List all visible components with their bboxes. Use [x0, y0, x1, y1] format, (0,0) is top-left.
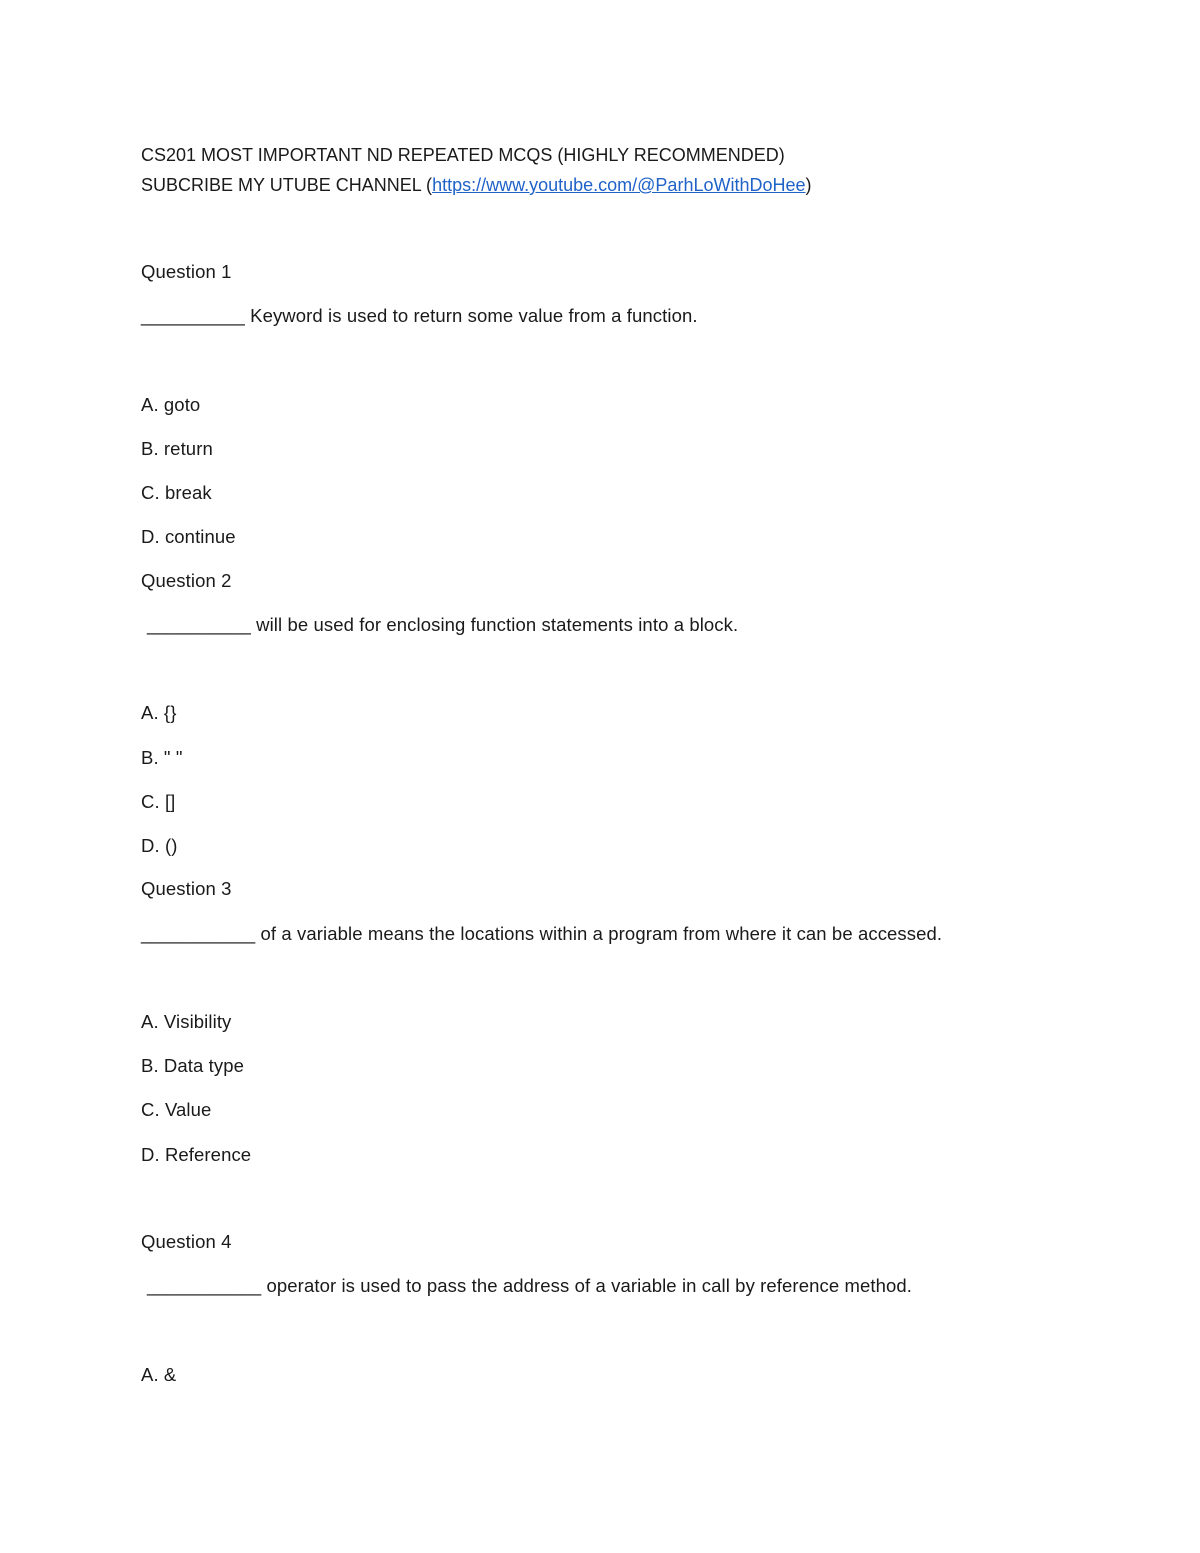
question-1-option-b: B. return	[141, 438, 213, 459]
subscribe-line	[141, 173, 812, 197]
channel-link[interactable]: https://www.youtube.com/@ParhLoWithDoHee	[432, 175, 806, 195]
question-4-text: ___________ operator is used to pass the address of a variable in call by reference method.	[147, 1275, 912, 1296]
document-title: CS201 MOST IMPORTANT ND REPEATED MCQS (HIGHLY RECOMMENDED)	[141, 145, 785, 165]
question-2-option-b: B. " "	[141, 747, 183, 768]
question-1-option-d: D. continue	[141, 526, 236, 547]
question-3-label: Question 3	[141, 878, 232, 899]
question-3-option-b: B. Data type	[141, 1055, 245, 1076]
question-2-text: __________ will be used for enclosing function statements into a block.	[147, 614, 739, 635]
question-1-text: __________ Keyword is used to return some value from a function.	[141, 305, 698, 326]
question-3-option-d: D. Reference	[141, 1144, 252, 1165]
question-1-option-c: C. break	[141, 482, 212, 503]
question-2-option-a: A. {}	[141, 702, 177, 723]
subscribe-suffix: )	[805, 175, 812, 195]
question-2-option-d: D. ()	[141, 835, 178, 856]
question-2-label: Question 2	[141, 570, 232, 591]
question-3-option-c: C. Value	[141, 1099, 212, 1120]
subscribe-prefix: SUBCRIBE MY UTUBE CHANNEL (	[141, 175, 433, 195]
question-1-option-a: A. goto	[141, 394, 201, 415]
question-2-option-c: C. []	[141, 791, 176, 812]
question-1-label: Question 1	[141, 261, 232, 282]
question-4-option-a: A. &	[141, 1364, 177, 1385]
question-3-option-a: A. Visibility	[141, 1011, 232, 1032]
question-4-label: Question 4	[141, 1231, 232, 1252]
question-3-text: ___________ of a variable means the locations within a program from where it can be accessed.	[141, 923, 943, 944]
